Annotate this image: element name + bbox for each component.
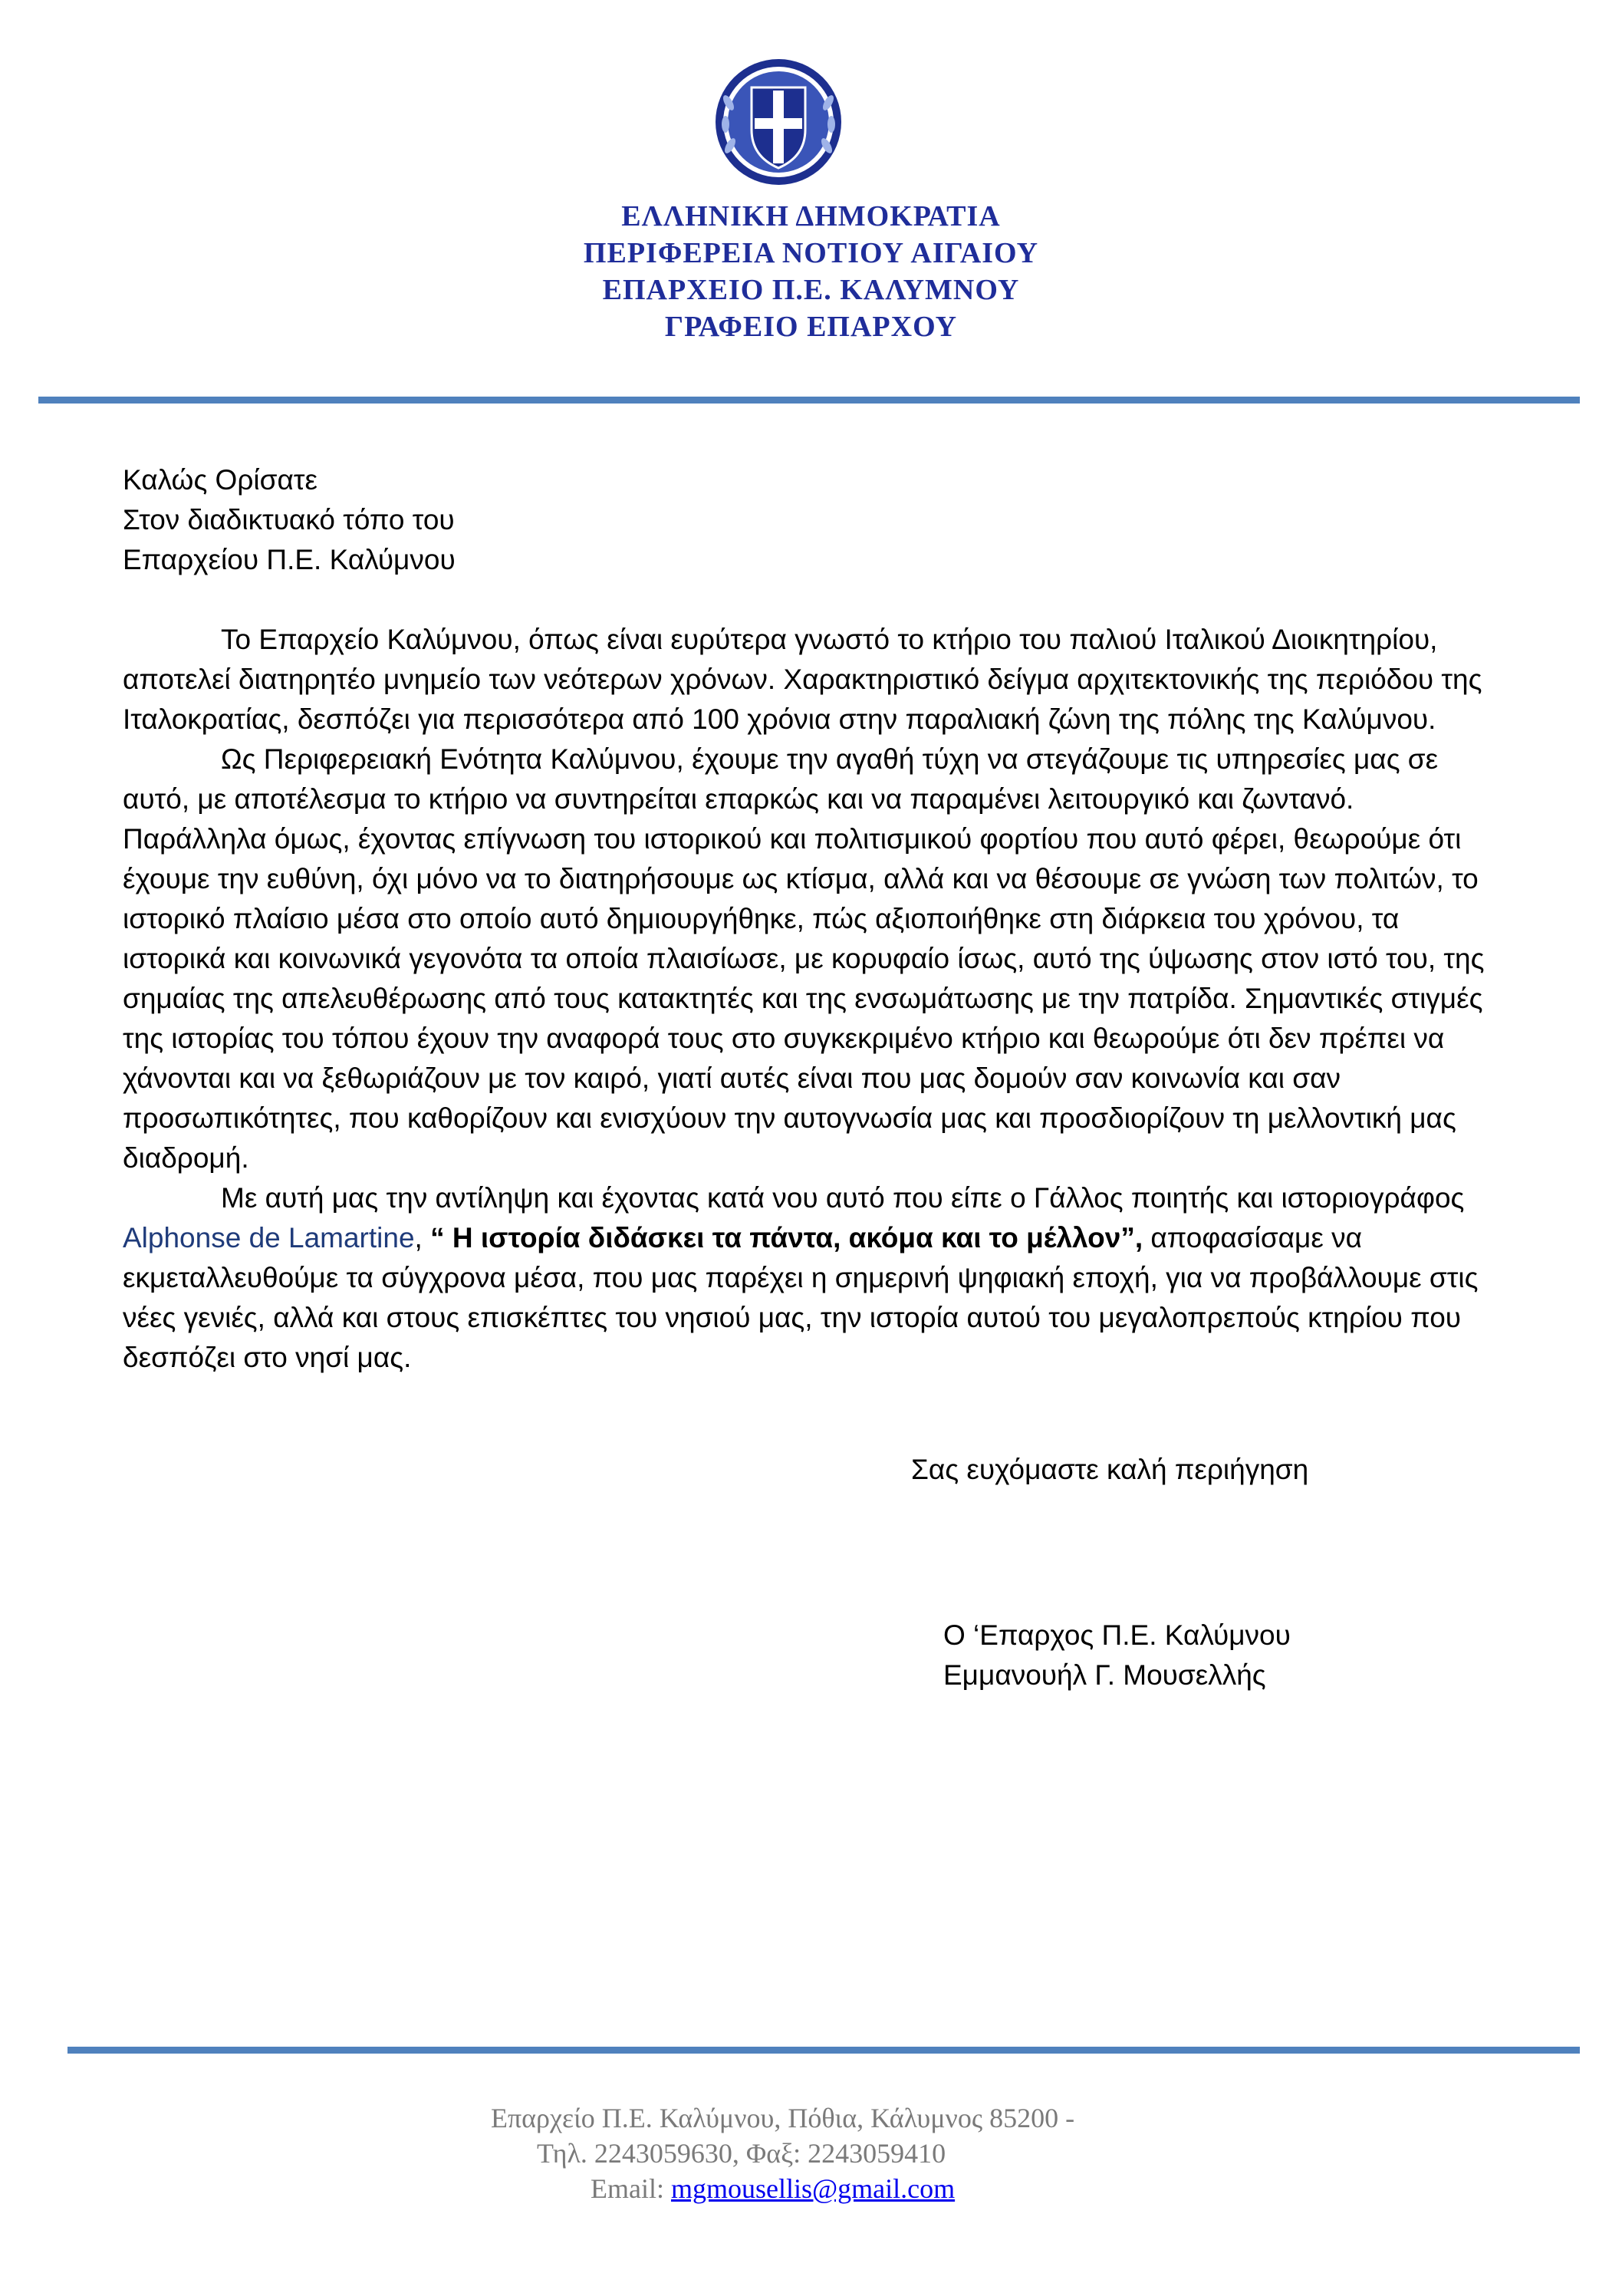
letterhead	[0, 198, 1622, 345]
paragraph-2: Ως Περιφερειακή Ενότητα Καλύμνου, έχουμε την αγαθή τύχη να στεγάζουμε τις υπηρεσίες μας σε αυτό, με αποτέλεσμα το κτήριο να συντηρείται επαρκώς και να παραμένει λειτουργικό και ζωντανό. Παράλληλα όμως, έχοντας επίγνωση του ιστορικού και πολιτισμικού φορτίου που αυτό φέρει, θεωρούμε ότι έχουμε την ευθύνη, όχι μόνο να το διατηρήσουμε ως κτίσμα, αλλά και να θέσουμε σε γνώση των πολιτών, το ιστορικό πλαίσιο μέσα στο οποίο αυτό δημιουργήθηκε, πώς αξιοποιήθηκε στη διάρκεια του χρόνου, τα ιστορικά και κοινωνικά γεγονότα τα οποία πλαισίωσε, με κορυφαίο ίσως, αυτό της ύψωσης στον ιστό του, της σημαίας της απελευθέρωσης από τους κατακτητές και της ενσωμάτωσης με την πατρίδα. Σημαντικές στιγμές της ιστορίας του τόπου έχουν την αναφορά τους στο συγκεκριμένο κτήριο και θεωρούμε ότι δεν πρέπει να χάνονται και να ξεθωριάζουν με τον καιρό, γιατί αυτές είναι που μας δομούν σαν κοινωνία και σαν προσωπικότητες, που καθορίζουν και ενισχύουν την αυτογνωσία μας και προσδιορίζουν τη μελλοντική μας διαδρομή.	[123, 743, 1485, 1174]
footer	[491, 2100, 1135, 2206]
signature-title: Ο ‘Επαρχος Π.Ε. Καλύμνου	[943, 1619, 1291, 1651]
paragraph-3-end: αποφασίσαμε να εκμεταλλευθούμε τα σύγχρονα μέσα, που μας παρέχει η σημερινή ψηφιακή εποχή, για να προβάλλουμε στις νέες γενιές, αλλά και στους επισκέπτες του νησιού μας, την ιστορία αυτού του μεγαλοπρεπούς κτηρίου που δεσπόζει στο νησί μας.	[123, 1222, 1479, 1373]
greeting-line-1: Καλώς Ορίσατε	[123, 464, 317, 496]
hellenic-republic-emblem-icon	[713, 57, 844, 187]
footer-address: Επαρχείο Π.Ε. Καλύμνου, Πόθια, Κάλυμνος 85200 -	[491, 2103, 1075, 2133]
closing-line: Σας ευχόμαστε καλή περιήγηση	[911, 1454, 1309, 1485]
header-divider	[38, 397, 1580, 404]
paragraph-1: Το Επαρχείο Καλύμνου, όπως είναι ευρύτερα γνωστό το κτήριο του παλιού Ιταλικού Διοικητηρίου, αποτελεί διατηρητέο μνημείο των νεότερων χρόνων. Χαρακτηριστικό δείγμα αρχιτεκτονικής της περιόδου της Ιταλοκρατίας, δεσπόζει για περισσότερα από 100 χρόνια στην παραλιακή ζώνη της πόλης της Καλύμνου.	[123, 624, 1482, 735]
letterhead-line-3: ΕΠΑΡΧΕΙΟ Π.Ε. ΚΑΛΥΜΝΟΥ	[602, 274, 1020, 306]
quote: “ Η ιστορία διδάσκει τα πάντα, ακόμα και το μέλλον”,	[430, 1222, 1143, 1253]
paragraph-3-start: Με αυτή μας την αντίληψη και έχοντας κατά νου αυτό που είπε ο Γάλλος ποιητής και ιστοριογράφος	[221, 1182, 1465, 1214]
greeting-line-2: Στον διαδικτυακό τόπο του	[123, 504, 455, 535]
letterhead-line-2: ΠΕΡΙΦΕΡΕΙΑ ΝΟΤΙΟΥ ΑΙΓΑΙΟΥ	[583, 237, 1039, 269]
letter-body	[123, 620, 1503, 1378]
footer-email-link[interactable]: mgmousellis@gmail.com	[670, 2173, 956, 2204]
letterhead-line-4: ΓΡΑΦΕΙΟ ΕΠΑΡΧΟΥ	[664, 311, 958, 343]
signature-name: Εμμανουήλ Γ. Μουσελλής	[943, 1659, 1266, 1691]
paragraph-3-comma: ,	[414, 1222, 431, 1253]
paragraph-3	[123, 1178, 1503, 1378]
footer-phones: Τηλ. 2243059630, Φαξ: 2243059410	[537, 2138, 946, 2169]
footer-email-label: Email:	[591, 2173, 671, 2204]
greeting-line-3: Επαρχείου Π.Ε. Καλύμνου	[123, 544, 456, 575]
author-name: Alphonse de Lamartine	[123, 1222, 415, 1253]
greeting	[123, 460, 456, 580]
letterhead-line-1: ΕΛΛΗΝΙΚΗ ΔΗΜΟΚΡΑΤΙΑ	[621, 200, 1001, 232]
signature-block	[943, 1616, 1291, 1695]
footer-divider	[67, 2047, 1580, 2054]
footer-email-line	[491, 2171, 1135, 2206]
